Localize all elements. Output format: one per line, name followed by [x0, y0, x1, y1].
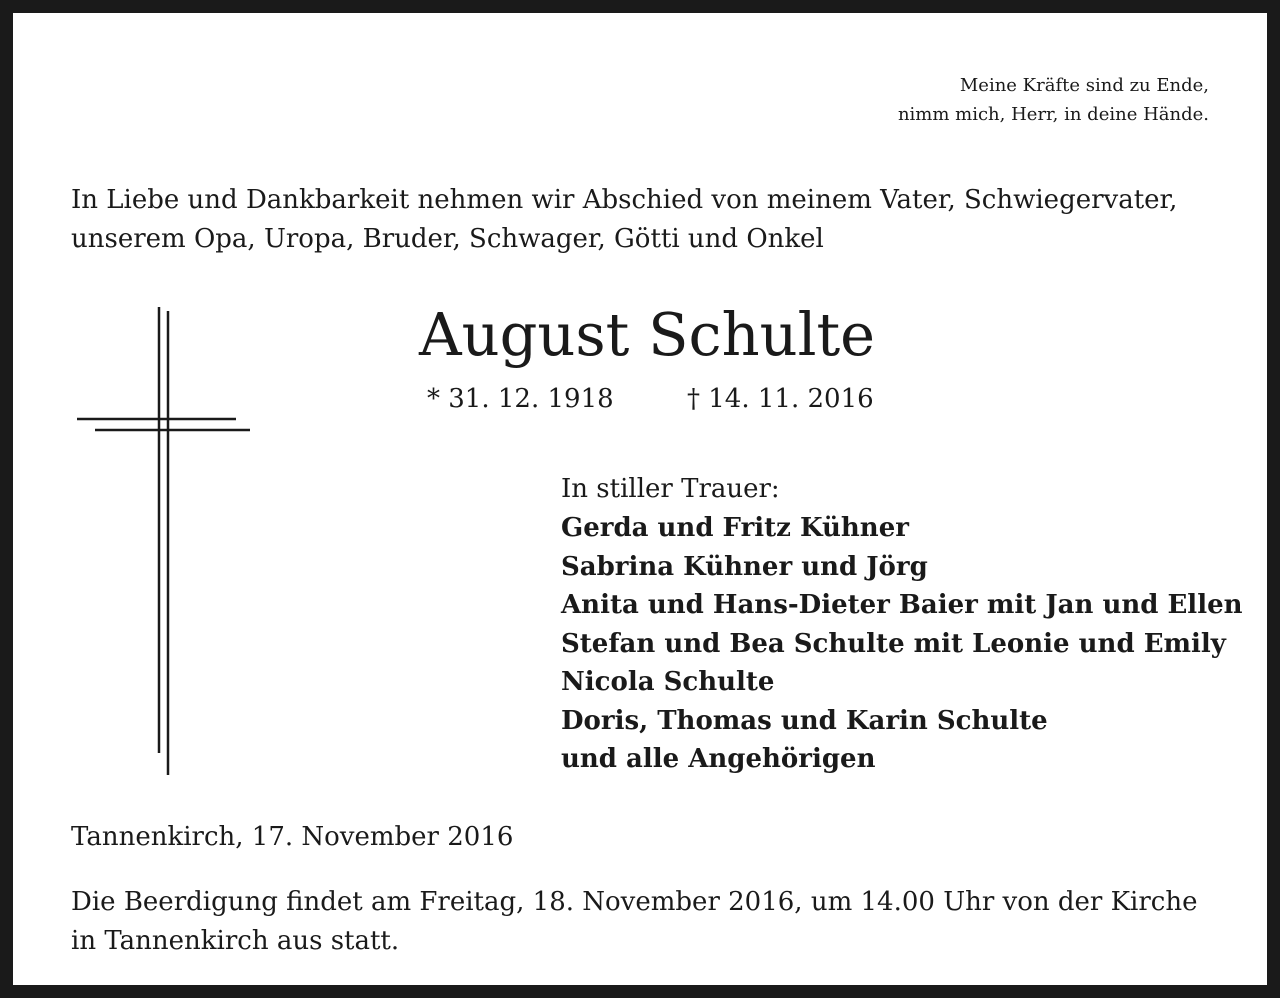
death-date: † 14. 11. 2016: [687, 384, 874, 414]
cross-icon: [73, 307, 253, 777]
motto-line: Meine Kräfte sind zu Ende,: [959, 75, 1209, 96]
mourner-name: Nicola Schulte: [561, 667, 775, 697]
mourner-name: Doris, Thomas und Karin Schulte: [561, 705, 1048, 736]
motto-verse: [609, 71, 1209, 129]
mourners-heading: In stiller Trauer:: [561, 474, 780, 504]
funeral-line: in Tannenkirch aus statt.: [71, 926, 400, 956]
mourners-list: [561, 509, 1241, 779]
mourners-block: [561, 469, 1241, 779]
funeral-line: Die Beerdigung findet am Freitag, 18. November 2016, um 14.00 Uhr von der Kirche: [71, 887, 1198, 917]
motto-line: nimm mich, Herr, in deine Hände.: [897, 104, 1209, 125]
funeral-notice: [71, 883, 1236, 961]
intro-text: [71, 181, 1236, 259]
mourner-name: Gerda und Fritz Kühner: [561, 513, 909, 543]
mourner-name: Sabrina Kühner und Jörg: [561, 551, 928, 582]
mourner-name: und alle Angehörigen: [561, 744, 876, 774]
place-and-date: Tannenkirch, 17. November 2016: [71, 822, 514, 852]
intro-line: In Liebe und Dankbarkeit nehmen wir Abschied von meinem Vater, Schwiegervater,: [71, 185, 1178, 215]
birth-date: * 31. 12. 1918: [427, 384, 614, 414]
mourner-name: Anita und Hans-Dieter Baier mit Jan und Ellen: [561, 590, 1243, 620]
intro-line: unserem Opa, Uropa, Bruder, Schwager, Götti und Onkel: [71, 224, 824, 254]
mourner-name: Stefan und Bea Schulte mit Leonie und Emily: [561, 628, 1226, 659]
deceased-name: August Schulte: [419, 300, 876, 369]
